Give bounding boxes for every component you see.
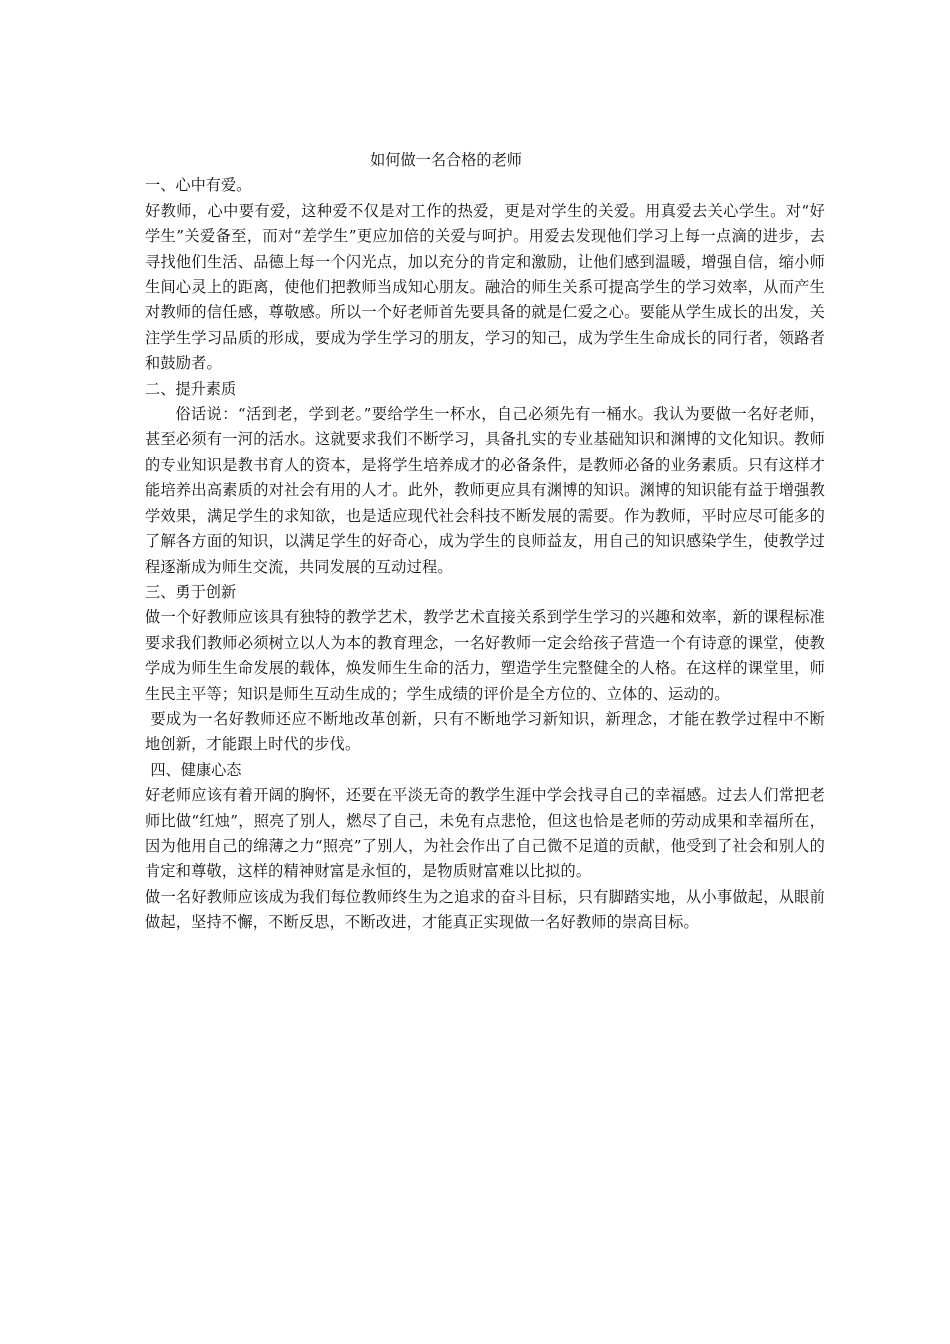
document-body — [145, 148, 825, 936]
section-2-paragraph-1: 俗话说：“活到老，学到老。”要给学生一杯水，自己必须先有一桶水。我认为要做一名好老师，甚至必须有一河的活水。这就要求我们不断学习，具备扎实的专业基础知识和渊博的文化知识。教师的专业知识是教书育人的资本，是将学生培养成才的必备条件，是教师必备的业务素质。只有这样才能培养出高素质的对社会有用的人才。此外，教师更应具有渊博的知识。渊博的知识能有益于增强教学效果，满足学生的求知欲，也是适应现代社会科技不断发展的需要。作为教师，平时应尽可能多的了解各方面的知识，以满足学生的好奇心，成为学生的良师益友，用自己的知识感染学生，使教学过程逐渐成为师生交流，共同发展的互动过程。 — [145, 405, 825, 576]
section-4-paragraph-2: 做一名好教师应该成为我们每位教师终生为之追求的奋斗目标，只有脚踏实地，从小事做起，从眼前做起，坚持不懈，不断反思，不断改进，才能真正实现做一名好教师的崇高目标。 — [145, 887, 825, 932]
section-heading-4: 四、健康心态 — [150, 760, 242, 779]
section-heading-1: 一、心中有爱。 — [145, 176, 252, 195]
section-3-paragraph-2: 要成为一名好教师还应不断地改革创新，只有不断地学习新知识，新理念，才能在教学过程中不断地创新，才能跟上时代的步伐。 — [145, 709, 825, 754]
section-1-paragraph-1: 好教师，心中要有爱，这种爱不仅是对工作的热爱，更是对学生的关爱。用真爱去关心学生。对“好学生”关爱备至，而对“差学生”更应加倍的关爱与呵护。用爱去发现他们学习上每一点滴的进步，去寻找他们生活、品德上每一个闪光点，加以充分的肯定和激励，让他们感到温暖，增强自信，缩小师生间心灵上的距离，使他们把教师当成知心朋友。融洽的师生关系可提高学生的学习效率，从而产生对教师的信任感，尊敬感。所以一个好老师首先要具备的就是仁爱之心。要能从学生成长的出发，关注学生学习品质的形成，要成为学生学习的朋友，学习的知己，成为学生生命成长的同行者，领路者和鼓励者。 — [145, 201, 825, 373]
section-3-paragraph-1: 做一个好教师应该具有独特的教学艺术，教学艺术直接关系到学生学习的兴趣和效率，新的课程标准要求我们教师必须树立以人为本的教育理念，一名好教师一定会给孩子营造一个有诗意的课堂，使教学成为师生生命发展的载体，焕发师生生命的活力，塑造学生完整健全的人格。在这样的课堂里，师生民主平等；知识是师生互动生成的；学生成绩的评价是全方位的、立体的、运动的。 — [145, 608, 825, 703]
section-4-paragraph-1: 好老师应该有着开阔的胸怀，还要在平淡无奇的教学生涯中学会找寻自己的幸福感。过去人们常把老师比做“红烛”，照亮了别人，燃尽了自己，未免有点悲怆，但这也恰是老师的劳动成果和幸福所在，因为他用自己的绵薄之力“照亮”了别人，为社会作出了自己微不足道的贡献，他受到了社会和别人的肯定和尊敬，这样的精神财富是永恒的，是物质财富难以比拟的。 — [145, 786, 825, 881]
document-title: 如何做一名合格的老师 — [370, 151, 522, 169]
section-heading-3: 三、勇于创新 — [145, 582, 237, 601]
section-heading-2: 二、提升素质 — [145, 379, 237, 398]
